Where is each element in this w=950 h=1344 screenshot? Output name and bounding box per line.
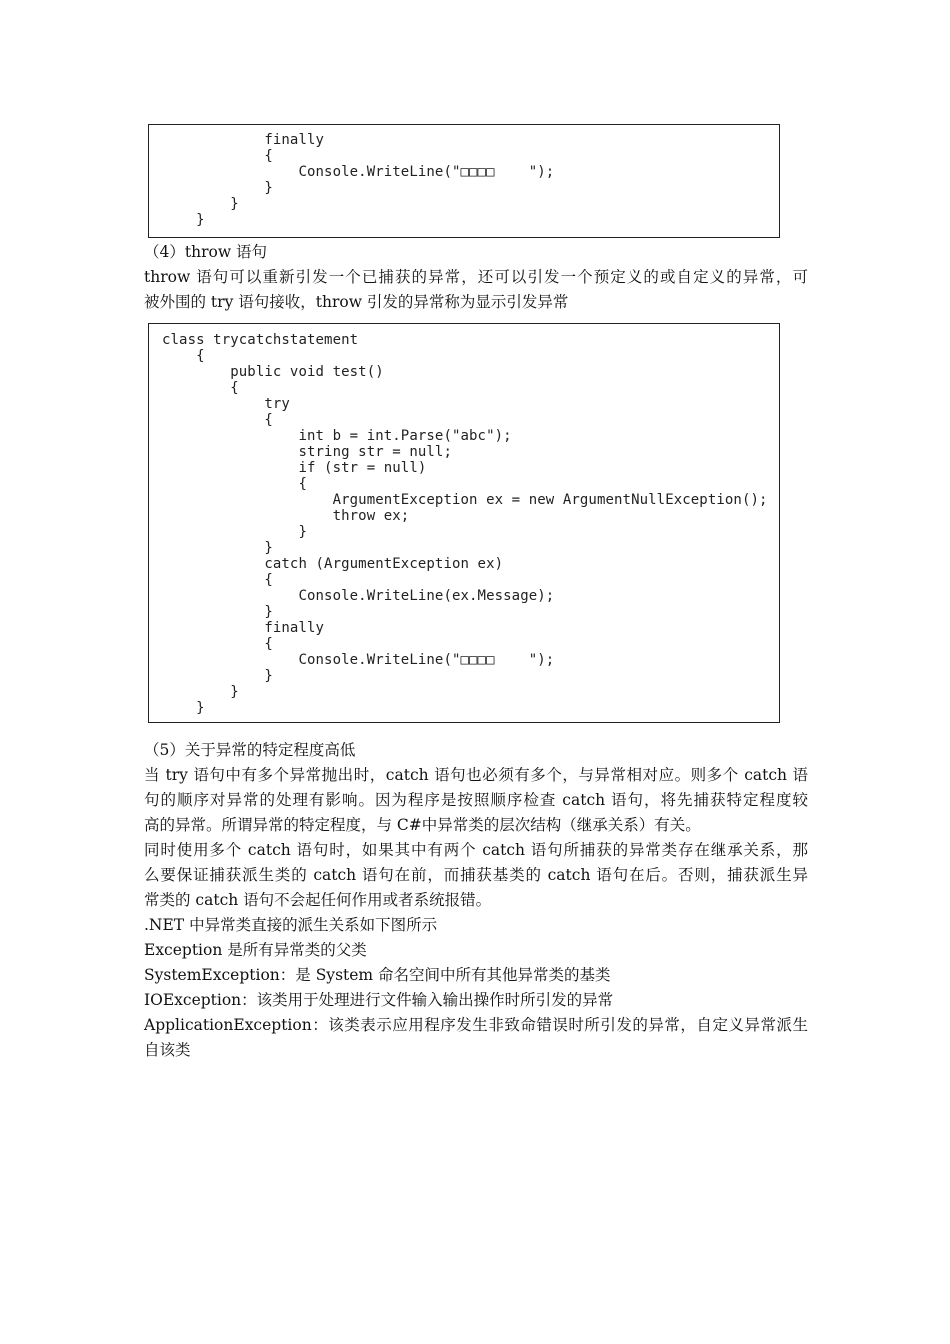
code-line: throw ex; bbox=[162, 508, 410, 524]
section-5-paragraph-2-line: 常类的 catch 语句不会起任何作用或者系统报错。 bbox=[144, 891, 492, 909]
code-line: ArgumentException ex = new ArgumentNullException(); bbox=[162, 492, 768, 508]
code-line: int b = int.Parse("abc"); bbox=[162, 428, 512, 444]
code-line: } bbox=[162, 524, 307, 540]
code-line: { bbox=[162, 476, 307, 492]
code-block-finally bbox=[148, 124, 780, 238]
code-line: } bbox=[162, 180, 273, 196]
section-5-paragraph-2-line: 么要保证捕获派生类的 catch 语句在前，而捕获基类的 catch 语句在后。否则，捕获派生异 bbox=[144, 866, 808, 884]
code-line: catch (ArgumentException ex) bbox=[162, 556, 504, 572]
system-exception-desc-line: SystemException：是 System 命名空间中所有其他异常类的基类 bbox=[144, 966, 611, 984]
code-line: { bbox=[162, 636, 273, 652]
code-line: } bbox=[162, 604, 273, 620]
code-line: } bbox=[162, 540, 273, 556]
section-4-heading: （4）throw 语句 bbox=[144, 243, 268, 261]
section-5-paragraph-1-line: 句的顺序对异常的处理有影响。因为程序是按照顺序检查 catch 语句，将先捕获特定程度较 bbox=[144, 791, 808, 809]
code-line: finally bbox=[162, 620, 325, 636]
code-line: Console.WriteLine("□□□□ "); bbox=[162, 164, 555, 180]
code-line: Console.WriteLine("□□□□ "); bbox=[162, 652, 555, 668]
code-line: public void test() bbox=[162, 364, 384, 380]
section-5-paragraph-1-line: 高的异常。所谓异常的特定程度，与 C#中异常类的层次结构（继承关系）有关。 bbox=[144, 816, 701, 834]
code-line: } bbox=[162, 196, 239, 212]
code-line: if (str = null) bbox=[162, 460, 427, 476]
code-line: } bbox=[162, 684, 239, 700]
section-4-paragraph-line: 被外围的 try 语句接收，throw 引发的异常称为显示引发异常 bbox=[144, 293, 569, 311]
application-exception-desc-line: 自该类 bbox=[144, 1041, 191, 1059]
code-line: { bbox=[162, 412, 273, 428]
code-line: { bbox=[162, 148, 273, 164]
section-5-heading: （5）关于异常的特定程度高低 bbox=[144, 741, 356, 759]
net-intro-line: .NET 中异常类直接的派生关系如下图所示 bbox=[144, 916, 438, 934]
code-line: { bbox=[162, 380, 239, 396]
application-exception-desc-line: ApplicationException：该类表示应用程序发生非致命错误时所引发的异常，自定义异常派生 bbox=[144, 1016, 808, 1034]
code-line: } bbox=[162, 700, 205, 716]
code-line: string str = null; bbox=[162, 444, 452, 460]
code-line: } bbox=[162, 212, 205, 228]
code-line: } bbox=[162, 668, 273, 684]
code-line: { bbox=[162, 572, 273, 588]
section-5-paragraph-2-line: 同时使用多个 catch 语句时，如果其中有两个 catch 语句所捕获的异常类存在继承关系，那 bbox=[144, 841, 808, 859]
code-line: Console.WriteLine(ex.Message); bbox=[162, 588, 555, 604]
code-line: class trycatchstatement bbox=[162, 332, 359, 348]
section-4-paragraph-line: throw 语句可以重新引发一个已捕获的异常，还可以引发一个预定义的或自定义的异常，可 bbox=[144, 268, 808, 286]
code-block-throw-example bbox=[148, 323, 780, 723]
section-5-paragraph-1-line: 当 try 语句中有多个异常抛出时，catch 语句也必须有多个，与异常相对应。则多个 catch 语 bbox=[144, 766, 808, 784]
code-line: finally bbox=[162, 132, 325, 148]
code-line: try bbox=[162, 396, 290, 412]
code-line: { bbox=[162, 348, 205, 364]
io-exception-desc-line: IOException：该类用于处理进行文件输入输出操作时所引发的异常 bbox=[144, 991, 614, 1009]
exception-desc-line: Exception 是所有异常类的父类 bbox=[144, 941, 367, 959]
